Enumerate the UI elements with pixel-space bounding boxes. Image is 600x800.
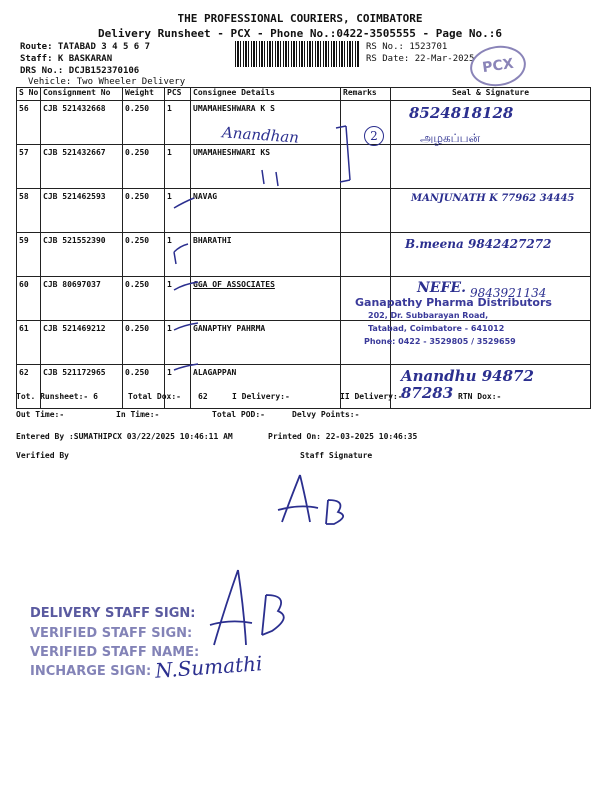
cell-pcs: 1 [165, 277, 191, 321]
column-header: Weight [123, 88, 165, 101]
rs-number: RS No.: 1523701 [366, 42, 448, 52]
cell-consignee: GANAPTHY PAHRMA [191, 321, 341, 365]
cell-consignment: CJB 80697037 [41, 277, 123, 321]
drs-number [20, 66, 139, 76]
cell-weight: 0.250 [123, 321, 165, 365]
pharma-stamp-address: 202, Dr. Subbarayan Road, [368, 311, 489, 320]
handwritten-name: MANJUNATH K 77962 34445 [411, 193, 575, 204]
handwritten-name: Anandhu 94872 87283 [401, 367, 534, 402]
incharge-signature: N.Sumathi [154, 651, 264, 683]
cell-sno: 57 [17, 145, 41, 189]
cell-sno: 58 [17, 189, 41, 233]
cell-weight: 0.250 [123, 145, 165, 189]
pharma-stamp-phone: Phone: 0422 - 3529805 / 3529659 [364, 337, 516, 346]
drs-value: DCJB152370106 [68, 66, 140, 76]
barcode-image [235, 41, 360, 67]
verified-by-label: Verified By [16, 451, 69, 460]
cell-pcs: 1 [165, 145, 191, 189]
cell-pcs: 1 [165, 189, 191, 233]
i-delivery-label: I Delivery:- [232, 392, 290, 401]
total-runsheet: Tot. Runsheet:- 6 [16, 392, 98, 401]
cell-pcs: 1 [165, 365, 191, 409]
cell-seal [391, 145, 591, 189]
column-header: Consignment No [41, 88, 123, 101]
pcx-stamp: PCX [467, 42, 528, 89]
cell-sno: 61 [17, 321, 41, 365]
cell-sno: 62 [17, 365, 41, 409]
staff-signature-label: Staff Signature [300, 451, 373, 460]
cell-consignment: CJB 521552390 [41, 233, 123, 277]
cell-consignee: NAVAG [191, 189, 341, 233]
cell-consignment: CJB 521469212 [41, 321, 123, 365]
rs-date: RS Date: 22-Mar-2025 [366, 54, 475, 64]
cell-weight: 0.250 [123, 277, 165, 321]
cell-consignment: CJB 521432668 [41, 101, 123, 145]
cell-weight: 0.250 [123, 101, 165, 145]
handwritten-phone: 9843921134 [470, 286, 547, 300]
cell-sno: 56 [17, 101, 41, 145]
total-dox-label: Total Dox:- [128, 392, 181, 401]
cell-seal [391, 189, 591, 233]
delivery-staff-sign-label: DELIVERY STAFF SIGN: [30, 606, 196, 621]
cell-seal [391, 365, 591, 409]
total-dox-value: 62 [198, 392, 208, 401]
delivery-staff-signature-image [200, 565, 300, 665]
vehicle-label: Vehicle: Two Wheeler Delivery [28, 77, 186, 87]
handwritten-name: B.meena 9842427272 [405, 237, 552, 251]
column-header: Remarks [341, 88, 391, 101]
cell-weight: 0.250 [123, 189, 165, 233]
verified-staff-name-label: VERIFIED STAFF NAME: [30, 645, 200, 660]
rtn-dox-label: RTN Dox:- [458, 392, 502, 401]
cell-seal [391, 233, 591, 277]
cell-weight: 0.250 [123, 365, 165, 409]
cell-weight: 0.250 [123, 233, 165, 277]
handwritten-name: Anandhan [221, 123, 300, 147]
column-header: Seal & Signature [391, 88, 591, 101]
route-label: Route: TATABAD 3 4 5 6 7 [20, 42, 151, 52]
cell-consignee: BHARATHI [191, 233, 341, 277]
staff-label: Staff: K BASKARAN [20, 54, 113, 64]
incharge-sign-label: INCHARGE SIGN: [30, 664, 152, 679]
cell-sno: 60 [17, 277, 41, 321]
cell-pcs: 1 [165, 101, 191, 145]
column-header: PCS [165, 88, 191, 101]
in-time-label: In Time:- [116, 410, 160, 419]
entered-by: Entered By :SUMATHIPCX 03/22/2025 10:46:11 AM [16, 432, 233, 441]
total-pod-label: Total POD:- [212, 410, 265, 419]
delivery-points-label: Delvy Points:- [292, 410, 360, 419]
cell-consignee: ALAGAPPAN [191, 365, 341, 409]
staff-signature-image [270, 470, 360, 530]
handwritten-phone: 8524818128 [409, 104, 514, 122]
cell-pcs: 1 [165, 321, 191, 365]
column-header: S No [17, 88, 41, 101]
cell-consignee: GGA OF ASSOCIATES [191, 277, 341, 321]
cell-consignee: UMAMAHESHWARA K S [191, 101, 341, 145]
runsheet-title: Delivery Runsheet - PCX - Phone No.:0422-3505555 - Page No.:6 [98, 27, 502, 40]
handwritten-tamil-name: அழகப்பன் [420, 131, 481, 145]
company-name: THE PROFESSIONAL COURIERS, COIMBATORE [177, 12, 423, 25]
printed-on: Printed On: 22-03-2025 10:46:35 [268, 432, 418, 441]
circled-number: 2 [364, 126, 384, 146]
out-time-label: Out Time:- [16, 410, 65, 419]
verified-staff-sign-label: VERIFIED STAFF SIGN: [30, 626, 193, 641]
cell-pcs: 1 [165, 233, 191, 277]
pharma-stamp-name: Ganapathy Pharma Distributors [355, 296, 552, 309]
column-header: Consignee Details [191, 88, 341, 101]
drs-label: DRS No.: [20, 66, 64, 76]
cell-consignment: CJB 521462593 [41, 189, 123, 233]
cell-sno: 59 [17, 233, 41, 277]
ii-delivery-label: II Delivery:- [340, 392, 403, 401]
pharma-stamp-city: Tatabad, Coimbatore - 641012 [368, 324, 505, 333]
handwritten-note: NEFE. [417, 280, 466, 296]
table-header-row [17, 88, 591, 101]
cell-consignee: UMAMAHESHWARI KS [191, 145, 341, 189]
cell-consignment: CJB 521172965 [41, 365, 123, 409]
cell-consignment: CJB 521432667 [41, 145, 123, 189]
